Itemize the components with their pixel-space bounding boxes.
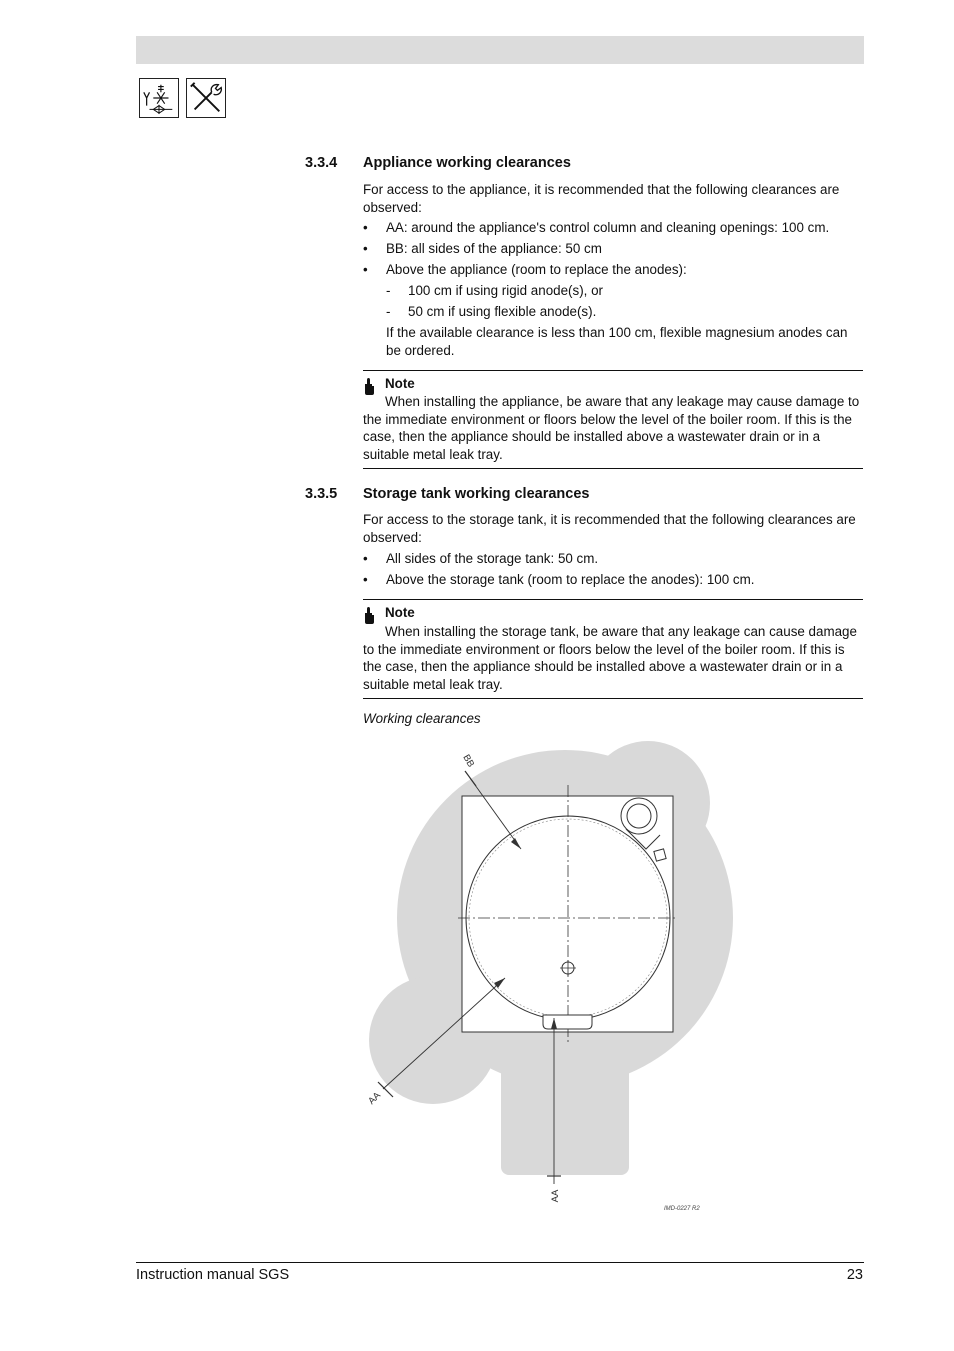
bb-label: BB xyxy=(460,752,477,770)
note-bottom-rule xyxy=(363,698,863,699)
cleaning-opening xyxy=(543,1015,592,1029)
page-number: 23 xyxy=(846,1267,863,1283)
bullet-mark: • xyxy=(363,572,368,587)
figure-caption: Working clearances xyxy=(363,711,481,726)
section-intro: For access to the storage tank, it is recommended that the following clearances are observed: xyxy=(363,512,856,545)
sub-list-item-text: 50 cm if using flexible anode(s). xyxy=(408,304,597,319)
note-label: Note xyxy=(385,376,415,391)
bullet-mark: • xyxy=(363,551,368,566)
aa-vertical-label: AA xyxy=(550,1189,561,1203)
list-item-text: Above the appliance (room to replace the anodes): xyxy=(386,262,687,277)
bullet-mark: • xyxy=(363,220,368,235)
aa-diagonal-label: AA xyxy=(366,1090,383,1107)
section-title: Appliance working clearances xyxy=(363,155,571,171)
tools-icon xyxy=(186,78,226,118)
footer-title: Instruction manual SGS xyxy=(136,1267,290,1283)
note-label: Note xyxy=(385,605,415,620)
bullet-mark: • xyxy=(363,262,368,277)
drawing-reference: IMD-0227 R2 xyxy=(664,1206,700,1212)
list-item-text: Above the storage tank (room to replace the anodes): 100 cm. xyxy=(386,572,755,587)
header-band xyxy=(136,36,864,64)
footer-rule xyxy=(136,1262,864,1263)
note-top-rule xyxy=(363,370,863,371)
section-title: Storage tank working clearances xyxy=(363,486,590,502)
dash-mark: - xyxy=(386,283,391,298)
note-top-rule xyxy=(363,599,863,600)
section-number: 3.3.4 xyxy=(305,155,338,171)
list-item-text: BB: all sides of the appliance: 50 cm xyxy=(386,241,602,256)
installer-valve-icon xyxy=(139,78,179,118)
working-clearances-diagram xyxy=(350,735,750,1215)
list-item-text: All sides of the storage tank: 50 cm. xyxy=(386,551,599,566)
section-intro: For access to the appliance, it is recommended that the following clearances are observed: xyxy=(363,182,840,215)
note-bottom-rule xyxy=(363,468,863,469)
note-text: When installing the appliance, be aware that any leakage may cause damage to the immediate environment or floors below the level of the boiler room. If this is the case, then the appliance should be installed above a wastewater drain or in a suitable metal leak tray. xyxy=(363,394,860,462)
section-number: 3.3.5 xyxy=(305,486,338,502)
note-text: When installing the storage tank, be aware that any leakage can cause damage to the immediate environment or floors below the level of the boiler room. If this is the case, then the appliance should be installed above a wastewater drain or in a suitable metal leak tray. xyxy=(363,624,857,692)
sub-list-item-text: 100 cm if using rigid anode(s), or xyxy=(408,283,604,298)
bullet-mark: • xyxy=(363,241,368,256)
sub-note: If the available clearance is less than 100 cm, flexible magnesium anodes can be ordered. xyxy=(386,325,848,358)
list-item-text: AA: around the appliance's control column and cleaning openings: 100 cm. xyxy=(386,220,830,235)
dash-mark: - xyxy=(386,304,391,319)
